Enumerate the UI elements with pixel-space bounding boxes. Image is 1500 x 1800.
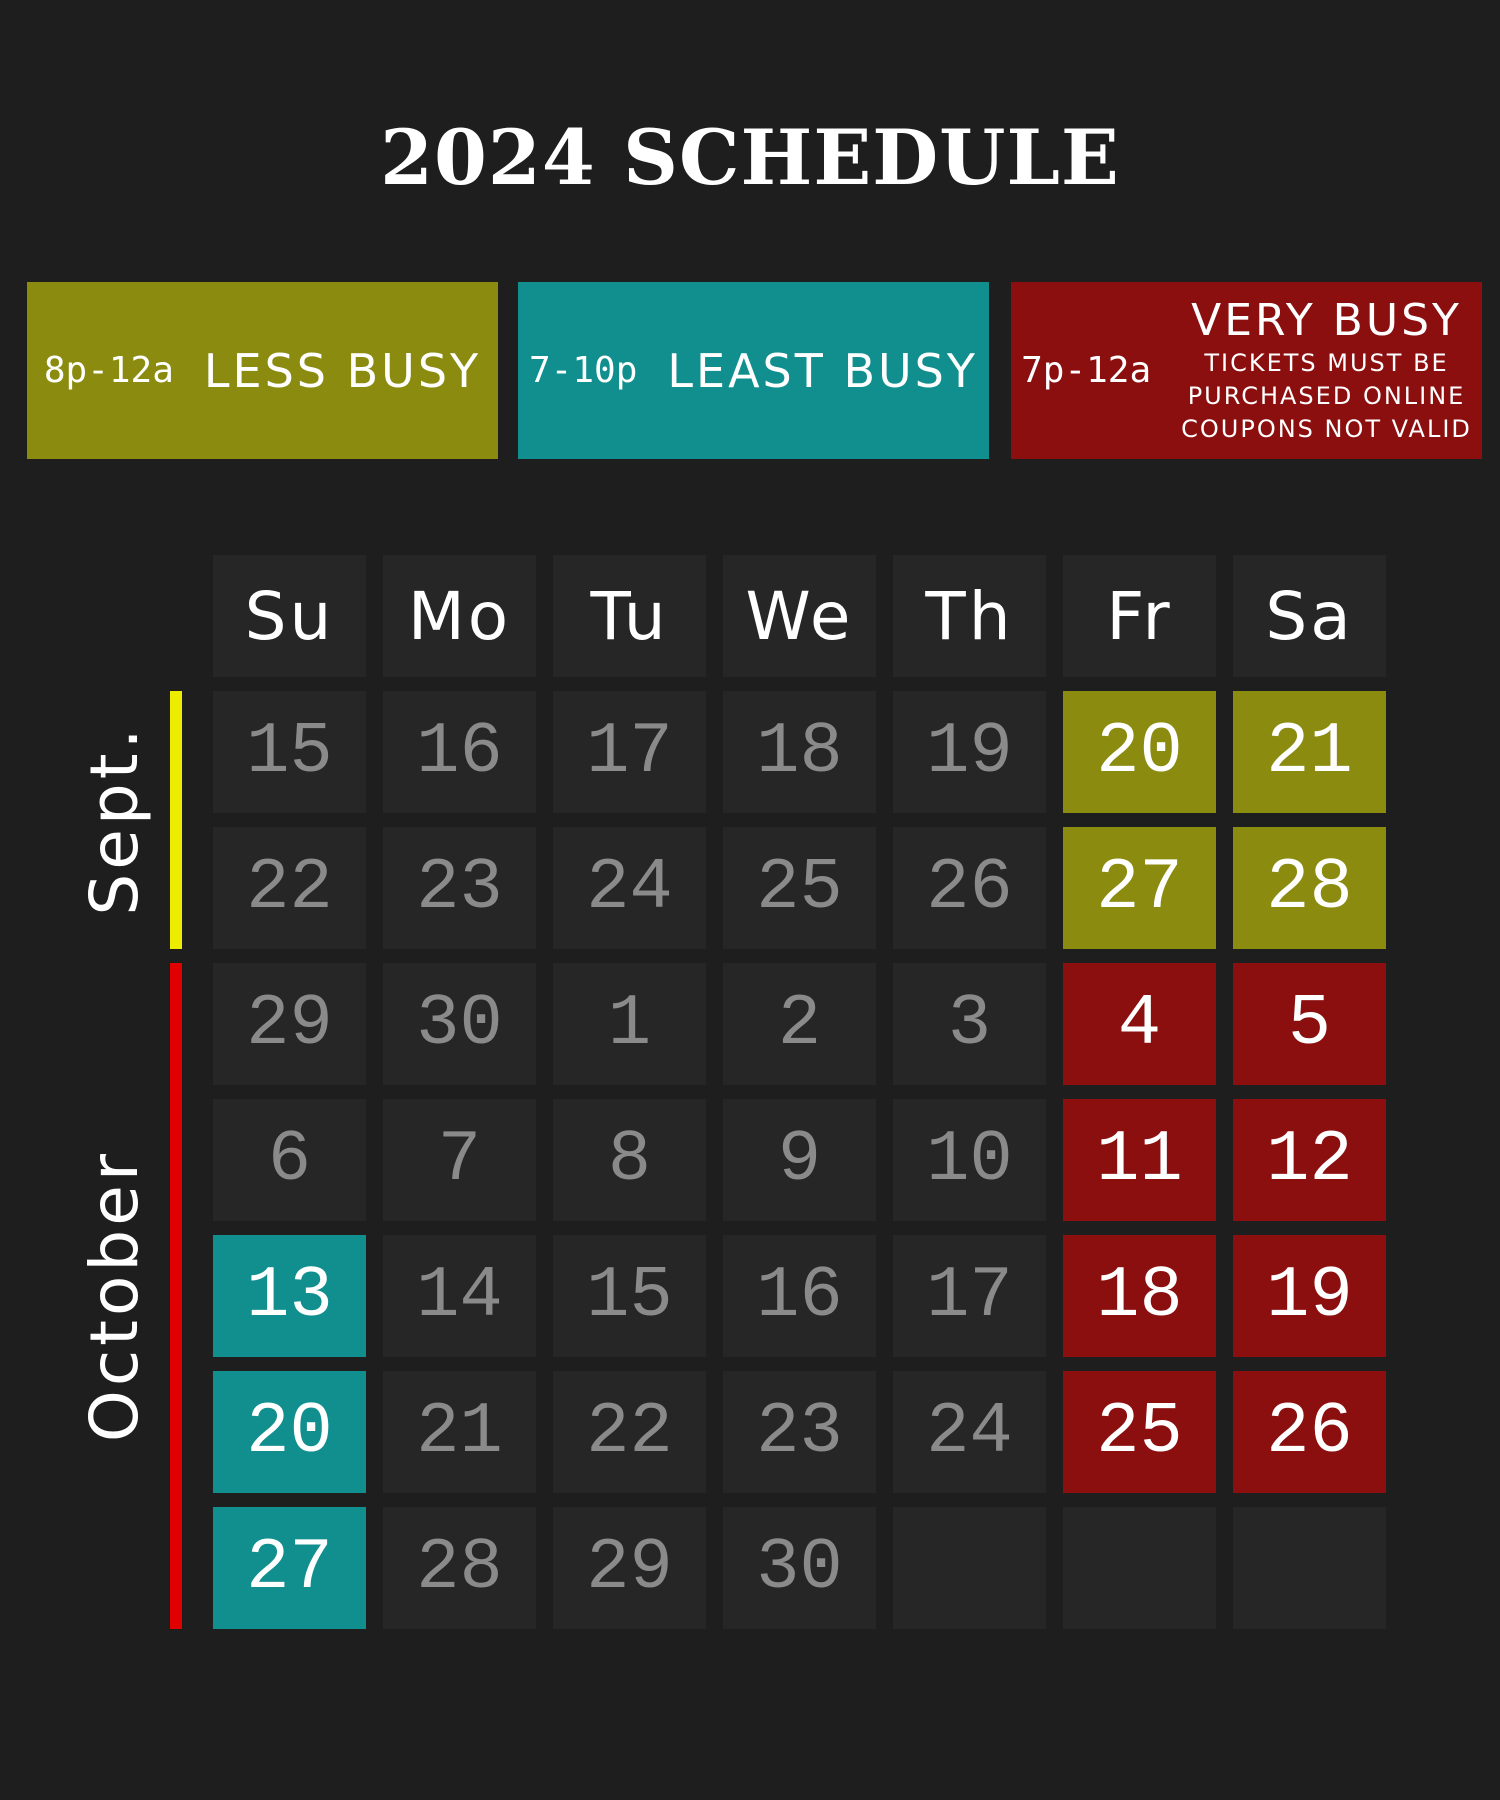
day-cell: 24: [893, 1371, 1046, 1493]
day-cell: 9: [723, 1099, 876, 1221]
day-cell: 15: [213, 691, 366, 813]
legend-very-busy-text: [1181, 295, 1472, 446]
day-cell: 20: [1063, 691, 1216, 813]
legend-least-busy-time: 7-10p: [529, 350, 638, 391]
day-cell: 7: [383, 1099, 536, 1221]
day-cell: 2: [723, 963, 876, 1085]
weekday-header: Sa: [1233, 555, 1386, 677]
weekday-header: We: [723, 555, 876, 677]
legend-very-busy-label: VERY BUSY: [1191, 295, 1462, 346]
month-label: October: [76, 1149, 153, 1443]
legend-very-busy-note-tickets: TICKETS MUST BE: [1204, 349, 1449, 377]
day-cell: 18: [1063, 1235, 1216, 1357]
day-cell: 19: [1233, 1235, 1386, 1357]
day-cell: 16: [383, 691, 536, 813]
day-cell: 26: [1233, 1371, 1386, 1493]
day-cell: 28: [1233, 827, 1386, 949]
weekday-header: Th: [893, 555, 1046, 677]
day-cell: 22: [213, 827, 366, 949]
month-bar: [170, 963, 182, 1629]
legend-less-busy-time: 8p-12a: [43, 350, 174, 391]
month-bar: [170, 691, 182, 949]
day-cell: 15: [553, 1235, 706, 1357]
day-cell: 6: [213, 1099, 366, 1221]
day-cell: 19: [893, 691, 1046, 813]
day-cell: 5: [1233, 963, 1386, 1085]
day-cell: 18: [723, 691, 876, 813]
day-cell: 10: [893, 1099, 1046, 1221]
weekday-header: Fr: [1063, 555, 1216, 677]
page-title: 2024 SCHEDULE: [380, 113, 1120, 202]
legend-very-busy: [1011, 282, 1482, 459]
day-cell: 17: [553, 691, 706, 813]
weekday-header: Tu: [553, 555, 706, 677]
day-cell: 26: [893, 827, 1046, 949]
legend-less-busy-label: LESS BUSY: [203, 343, 482, 398]
day-cell: 12: [1233, 1099, 1386, 1221]
day-cell: 30: [383, 963, 536, 1085]
day-cell: 1: [553, 963, 706, 1085]
legend-very-busy-time: 7p-12a: [1021, 350, 1152, 391]
day-cell: 20: [213, 1371, 366, 1493]
day-cell: 16: [723, 1235, 876, 1357]
month-label: Sept.: [76, 724, 153, 916]
day-cell: 30: [723, 1507, 876, 1629]
weekday-header: Su: [213, 555, 366, 677]
empty-day-cell: [893, 1507, 1046, 1629]
legend-very-busy-note-online: PURCHASED ONLINE: [1187, 382, 1466, 410]
day-cell: 21: [1233, 691, 1386, 813]
day-cell: 29: [213, 963, 366, 1085]
day-cell: 24: [553, 827, 706, 949]
day-cell: 17: [893, 1235, 1046, 1357]
legend-least-busy: [518, 282, 989, 459]
day-cell: 13: [213, 1235, 366, 1357]
empty-day-cell: [1233, 1507, 1386, 1629]
day-cell: 23: [383, 827, 536, 949]
day-cell: 4: [1063, 963, 1216, 1085]
day-cell: 25: [723, 827, 876, 949]
day-cell: 3: [893, 963, 1046, 1085]
calendar-grid: [213, 555, 1386, 1629]
day-cell: 22: [553, 1371, 706, 1493]
day-cell: 8: [553, 1099, 706, 1221]
weekday-header: Mo: [383, 555, 536, 677]
day-cell: 21: [383, 1371, 536, 1493]
day-cell: 28: [383, 1507, 536, 1629]
day-cell: 27: [1063, 827, 1216, 949]
day-cell: 29: [553, 1507, 706, 1629]
day-cell: 27: [213, 1507, 366, 1629]
day-cell: 11: [1063, 1099, 1216, 1221]
day-cell: 14: [383, 1235, 536, 1357]
day-cell: 25: [1063, 1371, 1216, 1493]
legend-least-busy-label: LEAST BUSY: [667, 343, 978, 398]
day-cell: 23: [723, 1371, 876, 1493]
empty-day-cell: [1063, 1507, 1216, 1629]
legend-less-busy: [27, 282, 498, 459]
legend-very-busy-note-coupons: COUPONS NOT VALID: [1181, 415, 1472, 443]
